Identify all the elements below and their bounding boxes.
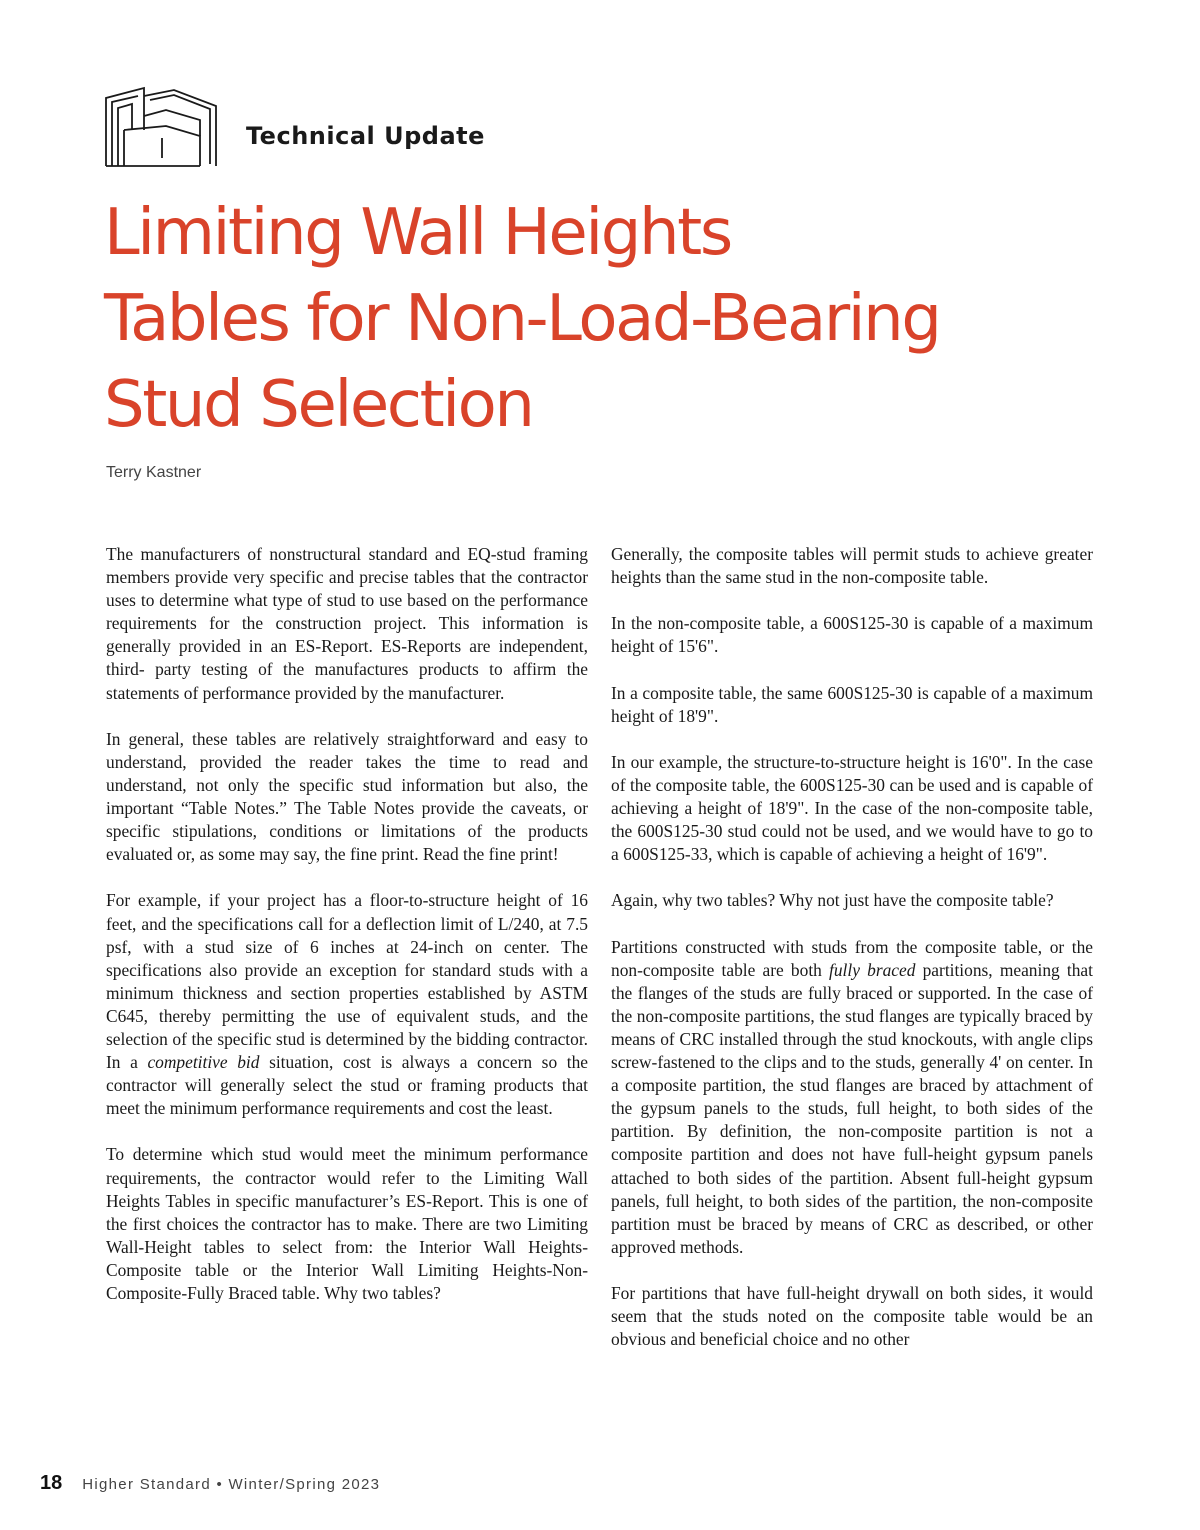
paragraph: To determine which stud would meet the minimum performance requirements, the contractor would refer to the Limiting Wall Heights Tables in specific manufacturer’s ES-Report. This is one of the first choices the contractor has to make. There are two Limiting Wall-Height tables to select from: the Interior Wall Heights-Composite table or the Interior Wall Limiting Heights-Non-Composite-Fully Braced table. Why two tables? <box>106 1144 588 1303</box>
author-byline: Terry Kastner <box>106 464 202 481</box>
page-number: 18 <box>40 1472 63 1494</box>
paragraph: Generally, the composite tables will permit studs to achieve greater heights than the same stud in the non-composite table. <box>611 544 1093 588</box>
right-column <box>611 543 1093 1374</box>
paragraph-text: situation, cost is always a concern so the contractor will generally select the stud or framing products that meet the minimum performance requirements and cost the least. <box>106 1052 588 1119</box>
page-footer <box>40 1472 380 1495</box>
publication-name: Higher Standard • Winter/Spring 2023 <box>82 1476 381 1493</box>
emphasis-text: competitive bid <box>147 1052 260 1073</box>
paragraph: Again, why two tables? Why not just have the composite table? <box>611 890 1054 911</box>
title-line-2: Tables for Non-Load-Bearing <box>104 282 940 356</box>
paragraph: In the non-composite table, a 600S125-30 is capable of a maximum height of 15'6". <box>611 613 1093 657</box>
paragraph: In a composite table, the same 600S125-30 is capable of a maximum height of 18'9". <box>611 682 1093 726</box>
paragraph <box>106 889 588 1120</box>
title-line-3: Stud Selection <box>104 368 533 442</box>
title-line-1: Limiting Wall Heights <box>104 196 731 270</box>
section-label: Technical Update <box>246 122 485 150</box>
paragraph <box>611 936 1093 1259</box>
emphasis-text: fully braced <box>829 959 916 980</box>
paragraph-text: For example, if your project has a floor-to-structure height of 16 feet, and the specifications call for a deflection limit of L/240, at 7.5 psf, with a stud size of 6 inches at 24-inch on center. The specifications also provide an exception for standard studs with a minimum thickness and section properties established by ASTM C645, thereby permitting the use of equivalent studs, and the selection of the specific stud is determined by the bidding contractor. In a <box>106 890 588 1073</box>
left-column <box>106 543 588 1328</box>
building-outline-icon <box>104 86 220 168</box>
paragraph: The manufacturers of nonstructural standard and EQ-stud framing members provide very specific and precise tables that the contractor uses to determine what type of stud to use based on the performance requirements for the construction project. This information is generally provided in an ES-Report. ES-Reports are independent, third- party testing of the manufactures products to affirm the statements of performance provided by the manufacturer. <box>106 544 588 703</box>
paragraph: In general, these tables are relatively straightforward and easy to understand, provided the reader takes the time to read and understand, not only the specific stud information but also, the important “Table Notes.” The Table Notes provide the caveats, or specific stipulations, conditions or limitations of the products evaluated or, as some may say, the fine print. Read the fine print! <box>106 728 588 865</box>
paragraph-text: partitions, meaning that the flanges of the studs are fully braced or supported. In the case of the non-composite partitions, the stud flanges are typically braced by means of CRC installed through the stud knockouts, with angle clips screw-fastened to the clips and to the studs, generally 4' on center. In a composite partition, the stud flanges are braced by attachment of the gypsum panels to the studs, full height, to both sides of the partition. By definition, the non-composite partition is not a composite partition and does not have full-height gypsum panels attached to both sides of the partition. Absent full-height gypsum panels, full height, to both sides of the partition, the non-composite partition must be braced by means of CRC as described, or other approved methods. <box>611 959 1093 1257</box>
paragraph: In our example, the structure-to-structure height is 16'0". In the case of the composite table, the 600S125-30 can be used and is capable of achieving a height of 18'9". In the case of the non-composite table, the 600S125-30 stud could not be used, and we would have to go to a 600S125-33, which is capable of achieving a height of 16'9". <box>611 751 1093 865</box>
paragraph-text: Partitions constructed with studs from the composite table, or the non-composite table are both <box>611 936 1093 980</box>
article-title <box>104 190 1104 448</box>
paragraph: For partitions that have full-height drywall on both sides, it would seem that the studs noted on the composite table would be an obvious and beneficial choice and no other <box>611 1283 1093 1350</box>
